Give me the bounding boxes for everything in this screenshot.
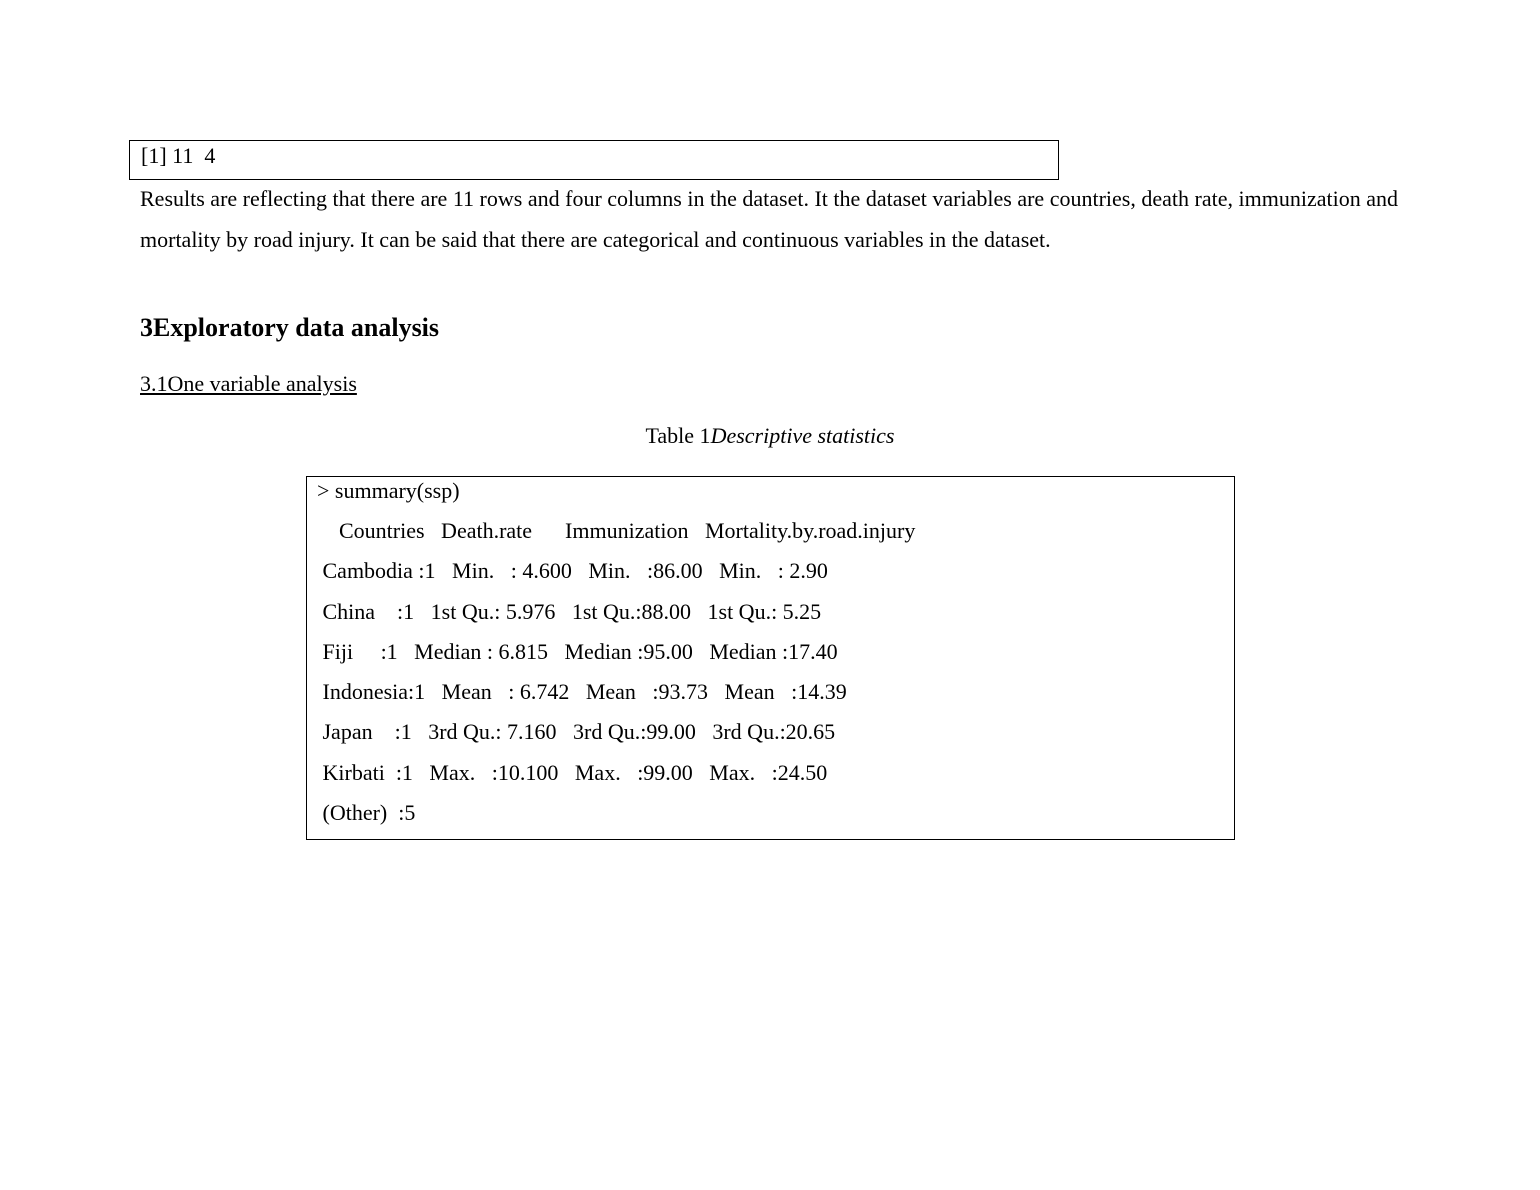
summary-line: Kirbati :1 Max. :10.100 Max. :99.00 Max. :24.50 <box>317 760 828 785</box>
table-caption <box>0 423 1540 449</box>
summary-header-line: Countries Death.rate Immunization Mortality.by.road.injury <box>317 518 916 543</box>
summary-output-box <box>306 476 1235 840</box>
console-output-box <box>129 140 1059 180</box>
subsection-heading: 3.1One variable analysis <box>140 371 357 396</box>
summary-line: Indonesia:1 Mean : 6.742 Mean :93.73 Mean :14.39 <box>317 679 847 704</box>
summary-line: (Other) :5 <box>317 800 416 825</box>
summary-line: Fiji :1 Median : 6.815 Median :95.00 Median :17.40 <box>317 639 838 664</box>
table-caption-label: Table 1 <box>645 423 711 448</box>
summary-command-line: > summary(ssp) <box>317 478 460 503</box>
section-heading: 3Exploratory data analysis <box>140 313 440 342</box>
summary-line: Cambodia :1 Min. : 4.600 Min. :86.00 Min. : 2.90 <box>317 558 828 583</box>
console-output-text: [1] 11 4 <box>141 143 216 168</box>
results-paragraph: Results are reflecting that there are 11 rows and four columns in the dataset. It the dataset variables are countries, death rate, immunization and mortality by road injury. It can be said that there are categorical and continuous variables in the dataset. <box>140 186 1398 252</box>
table-caption-title: Descriptive statistics <box>710 423 895 448</box>
summary-line: China :1 1st Qu.: 5.976 1st Qu.:88.00 1st Qu.: 5.25 <box>317 599 822 624</box>
summary-line: Japan :1 3rd Qu.: 7.160 3rd Qu.:99.00 3rd Qu.:20.65 <box>317 719 836 744</box>
